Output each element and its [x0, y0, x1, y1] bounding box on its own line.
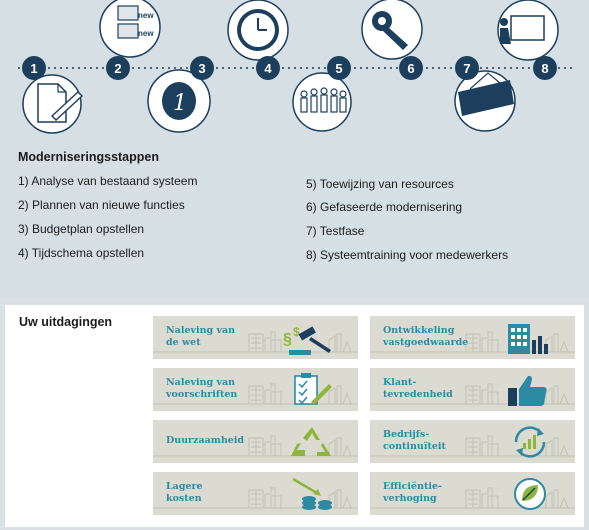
continuity-icon: [508, 423, 552, 461]
challenge-label: Ontwikkeling vastgoedwaarde: [383, 325, 469, 348]
svg-text:§: §: [283, 331, 292, 348]
step-2: 2) Plannen van nieuwe functies: [18, 198, 185, 212]
coins-down-icon: [287, 475, 337, 513]
challenge-label: Duurzaamheid: [166, 435, 245, 446]
leaf-efficiency-icon: [508, 475, 552, 513]
challenge-card-3: [153, 368, 358, 411]
challenges-title: Uw uitdagingen: [19, 315, 113, 329]
challenge-card-2: [370, 316, 575, 359]
step-4: 4) Tijdschema opstellen: [18, 246, 145, 260]
new-label-2: new: [138, 29, 154, 38]
svg-text:1: 1: [173, 91, 187, 116]
challenge-label: Klant- tevredenheid: [383, 377, 453, 400]
wrench-icon: [362, 0, 422, 59]
challenges-panel: [5, 305, 584, 527]
gavel-icon: [281, 322, 341, 356]
step-3: 3) Budgetplan opstellen: [18, 222, 145, 236]
challenge-label: Naleving van voorschriften: [166, 377, 238, 400]
step-number-1: 1: [30, 61, 38, 76]
challenge-card-6: [370, 420, 575, 463]
board-icon: [455, 71, 515, 131]
challenge-label: Efficiëntie- verhoging: [383, 481, 442, 504]
new-label-1: new: [138, 11, 154, 20]
clipboard-icon: [291, 372, 335, 408]
steps-title: Moderniseringsstappen: [18, 150, 159, 164]
challenge-label: Bedrijfs- continuïteit: [383, 429, 446, 452]
building-icon: [498, 320, 558, 356]
challenge-label: Lagere kosten: [166, 481, 203, 504]
challenge-card-1: [153, 316, 358, 359]
svg-text:$: $: [293, 325, 300, 339]
presentation-screen-icon: [498, 0, 558, 60]
timeline: [0, 0, 589, 140]
step-6: 6) Gefaseerde modernisering: [306, 200, 463, 214]
step-number-7: 7: [463, 61, 471, 76]
step-8: 8) Systeemtraining voor medewerkers: [306, 248, 509, 262]
people-icon: [293, 73, 351, 131]
new-boxes-icon: [100, 0, 160, 57]
step-1: 1) Analyse van bestaand systeem: [18, 174, 198, 188]
recycle-icon: [287, 424, 337, 460]
step-7: 7) Testfase: [306, 224, 365, 238]
step-number-2: 2: [114, 61, 122, 76]
step-number-6: 6: [407, 61, 415, 76]
challenge-label: Naleving van de wet: [166, 325, 236, 348]
step-number-8: 8: [541, 61, 549, 76]
challenge-card-8: [370, 472, 575, 515]
challenge-card-7: [153, 472, 358, 515]
step-5: 5) Toewijzing van resources: [306, 177, 454, 191]
clock-icon: [228, 0, 288, 60]
document-pen-icon: [23, 75, 82, 133]
step-number-5: 5: [335, 61, 343, 76]
step-number-3: 3: [198, 61, 206, 76]
challenge-card-5: [153, 420, 358, 463]
challenge-card-4: [370, 368, 575, 411]
step-number-4: 4: [264, 61, 272, 76]
thumbs-up-icon: [504, 372, 554, 408]
